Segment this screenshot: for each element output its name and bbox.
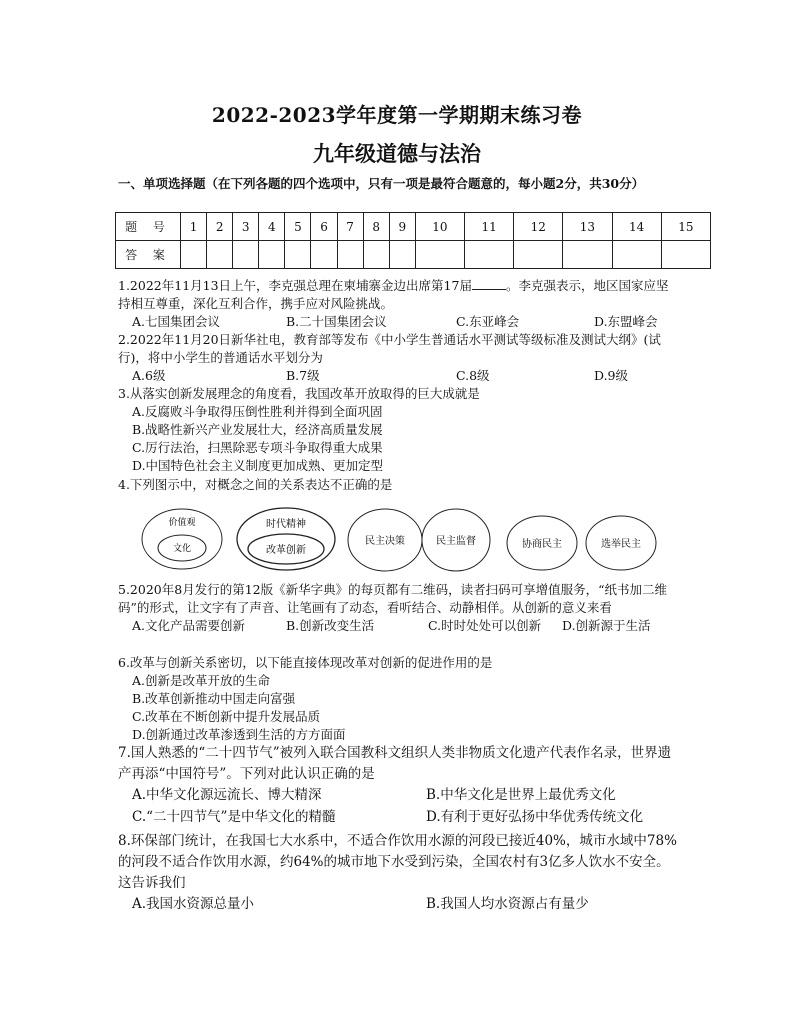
option-b[interactable]: B.7级 [286,368,320,383]
question-1 [118,277,678,331]
answer-cell[interactable] [363,241,389,269]
diagram-a-inner-label: 文化 [172,544,192,554]
answer-cell[interactable] [612,241,661,269]
option-c[interactable]: C.“二十四节气”是中华文化的精髓 [132,809,336,825]
option-b[interactable]: B.二十国集团会议 [286,314,387,329]
question-5 [118,581,678,635]
question-stem: 3.从落实创新发展理念的角度看，我国改革开放取得的巨大成就是 [118,386,480,401]
question-number: 12 [514,213,563,241]
option-a[interactable]: A.6级 [132,368,166,383]
option-a[interactable]: A.我国水资源总量小 [132,896,255,912]
option-c[interactable]: C.厉行法治，扫黑除恶专项斗争取得重大成果 [132,440,383,455]
question-stem: 8.环保部门统计，在我国七大水系中，不适合作饮用水源的河段已接近40%，城市水域中78%的河段不适合作饮用水源，约64%的城市地下水受到污染，全国农村有3亿多人饮水不安全。这告诉我们 [118,833,677,891]
table-row [116,213,711,241]
diagram-a-outer-label: 价值观 [168,518,196,528]
options-row [118,313,678,331]
question-number: 7 [337,213,363,241]
question-stem: 7.国人熟悉的“二十四节气”被列入联合国教科文组织人类非物质文化遗产代表作名录，世界遗产再添“中国符号”。下列对此认识正确的是 [118,745,672,782]
answer-blank [472,277,506,290]
answer-cell[interactable] [311,241,337,269]
row-label: 答 案 [116,241,181,269]
option-d[interactable]: D.9级 [594,368,629,383]
question-2 [118,331,678,385]
option-b[interactable]: B.我国人均水资源占有量少 [426,896,589,912]
option-d[interactable]: D.有利于更好弘扬中华优秀传统文化 [426,809,644,825]
options-row [118,617,678,635]
question-4 [118,476,678,494]
concept-diagram [140,503,680,578]
answer-table [115,212,711,269]
option-d[interactable]: D.创新通过改革渗透到生活的方方面面 [132,727,346,742]
option-b[interactable]: B.改革创新推动中国走向富强 [132,691,296,706]
diagram-d-right-label: 选举民主 [601,539,641,550]
answer-cell[interactable] [337,241,363,269]
question-stem: 1.2022年11月13日上午，李克强总理在柬埔寨金边出席第17届 。李克强表示，地区国家应坚持相互尊重，深化互利合作，携手应对风险挑战。 [118,278,669,311]
diagram-c[interactable] [348,509,490,571]
diagram-b-outer-circle [237,508,335,570]
question-number: 13 [563,213,612,241]
exam-subject: 九年级道德与法治 [313,141,481,166]
diagram-b-outer-label: 时代精神 [266,519,306,530]
diagram-c-left-label: 民主决策 [365,536,405,547]
options-row [118,367,678,385]
answer-cell[interactable] [514,241,563,269]
question-number: 11 [465,213,514,241]
options-row [118,785,678,807]
answer-cell[interactable] [259,241,285,269]
question-number: 5 [285,213,311,241]
option-b[interactable]: B.创新改变生活 [286,618,375,633]
option-d[interactable]: D.中国特色社会主义制度更加成熟、更加定型 [132,458,384,473]
question-stem: 6.改革与创新关系密切，以下能直接体现改革对创新的促进作用的是 [118,655,493,670]
section-heading: 一、单项选择题（在下列各题的四个选项中，只有一项是最符合题意的，每小题2分，共30分） [118,176,645,191]
diagram-d-left-label: 协商民主 [522,539,562,550]
diagram-d[interactable] [507,516,656,570]
option-d[interactable]: D.东盟峰会 [594,314,658,329]
diagram-b-inner-label: 改革创新 [266,545,306,556]
diagram-c-right-label: 民主监督 [436,536,476,547]
option-c[interactable]: C.8级 [456,368,490,383]
answer-cell[interactable] [181,241,207,269]
row-label: 题 号 [116,213,181,241]
exam-title: 2022-2023学年度第一学期期末练习卷 [211,103,583,127]
question-number: 6 [311,213,337,241]
answer-cell[interactable] [465,241,514,269]
question-number: 3 [233,213,259,241]
question-stem: 4.下列图示中，对概念之间的关系表达不正确的是 [118,477,393,492]
question-number: 9 [389,213,415,241]
question-number: 8 [363,213,389,241]
answer-cell[interactable] [233,241,259,269]
diagram-a[interactable] [142,509,222,569]
question-number: 10 [415,213,464,241]
answer-cell[interactable] [389,241,415,269]
option-b[interactable]: B.战略性新兴产业发展壮大，经济高质量发展 [132,422,383,437]
question-stem: 2.2022年11月20日新华社电，教育部等发布《中小学生普通话水平测试等级标准及测试大纲》(试行)，将中小学生的普通话水平划分为 [118,332,661,365]
option-a[interactable]: A.创新是改革开放的生命 [132,673,271,688]
answer-cell[interactable] [563,241,612,269]
question-7 [118,743,678,829]
question-number: 15 [661,213,710,241]
option-c[interactable]: C.东亚峰会 [456,314,520,329]
option-c[interactable]: C.时时处处可以创新 [428,618,542,633]
option-a[interactable]: A.文化产品需要创新 [132,618,246,633]
options-row [118,807,678,829]
question-number: 4 [259,213,285,241]
option-a[interactable]: A.反腐败斗争取得压倒性胜利并得到全面巩固 [132,404,383,419]
question-6 [118,654,678,744]
answer-cell[interactable] [285,241,311,269]
option-c[interactable]: C.改革在不断创新中提升发展品质 [132,709,321,724]
answer-cell[interactable] [661,241,710,269]
question-3 [118,385,678,475]
question-stem: 5.2020年8月发行的第12版《新华字典》的每页都有二维码，读者扫码可享增值服务，“纸书加二维码”的形式，让文字有了声音、让笔画有了动态，看听结合、动静相佯。从创新的意义来看 [118,582,667,615]
option-b[interactable]: B.中华文化是世界上最优秀文化 [426,787,616,803]
option-d[interactable]: D.创新源于生活 [562,618,651,633]
answer-cell[interactable] [207,241,233,269]
option-a[interactable]: A.中华文化源远流长、博大精深 [132,787,322,803]
question-number: 2 [207,213,233,241]
table-row [116,241,711,269]
question-number: 1 [181,213,207,241]
answer-cell[interactable] [415,241,464,269]
diagram-b[interactable] [237,508,335,570]
question-number: 14 [612,213,661,241]
option-a[interactable]: A.七国集团会议 [132,314,221,329]
question-8 [118,831,678,916]
options-row [118,894,678,916]
